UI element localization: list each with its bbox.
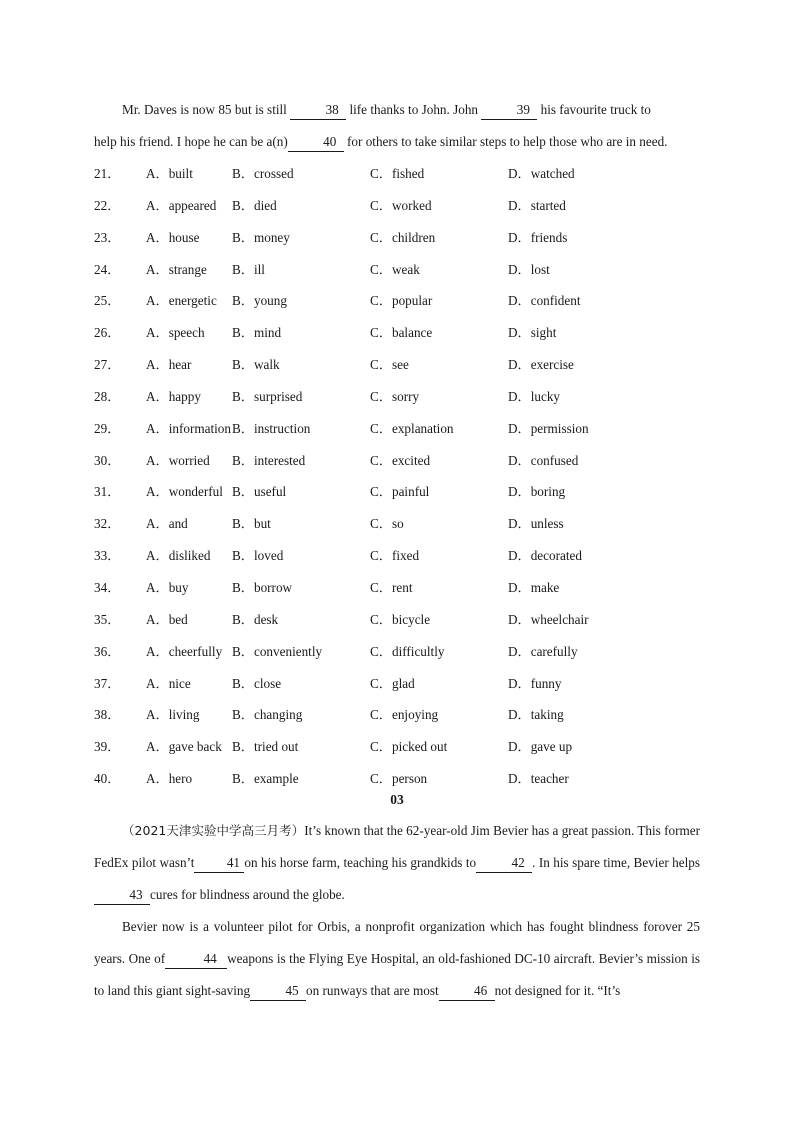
option-d: D．permission [508,420,589,436]
passage-top [94,94,700,158]
option-b: B．money [232,229,290,245]
p2-t3: on runways that are most [306,983,439,998]
option-d: D．friends [508,229,568,245]
option-d: D．decorated [508,548,582,564]
passage-top-line2-part2: for others to take similar steps to help those who are in need. [347,134,668,149]
question-row [94,254,714,286]
question-row [94,158,714,190]
option-b: B．loved [232,548,284,564]
question-row [94,636,714,668]
question-row [94,604,714,636]
source-note: （2021天津实验中学高三月考） [122,823,305,838]
option-a: A．cheerfully [146,643,223,659]
question-row [94,540,714,572]
option-b: B．but [232,516,271,532]
p2-t2: weapons is the Flying Eye Hospital, an old-fashioned DC-10 aircraft. Bevier’s mission is to land this giant sight-saving [94,951,701,998]
option-b: B．useful [232,484,287,500]
blank-38: 38 [290,101,346,120]
question-row [94,763,714,795]
question-number: 37． [94,675,121,691]
question-number: 27． [94,357,121,373]
blank-41: 41 [194,854,244,873]
passage-section3-p1 [94,815,700,911]
passage-section3-p2 [94,911,700,1007]
blank-46: 46 [439,982,495,1001]
option-b: B．desk [232,611,279,627]
question-number: 32． [94,516,121,532]
question-row [94,668,714,700]
option-a: A．bed [146,611,188,627]
option-d: D．taking [508,707,564,723]
question-number: 39． [94,739,121,755]
option-c: C．explanation [370,420,454,436]
question-row [94,285,714,317]
option-a: A．nice [146,675,191,691]
question-number: 29． [94,420,121,436]
option-b: B．crossed [232,166,294,181]
question-number: 38． [94,707,121,723]
question-number: 23． [94,229,121,245]
question-row [94,572,714,604]
option-a: A．worried [146,452,210,468]
question-number: 25． [94,293,121,309]
option-c: C．glad [370,675,415,691]
option-a: A．hero [146,771,193,787]
passage-top-line2-part1: help his friend. I hope he can be a(n) [94,134,288,149]
option-b: B．walk [232,357,280,373]
option-c: C．weak [370,261,420,277]
option-b: B．ill [232,261,265,277]
option-b: B．changing [232,707,303,723]
option-c: C．worked [370,197,432,213]
question-number: 36． [94,643,121,659]
option-d: D．confused [508,452,579,468]
question-number: 21． [94,166,121,181]
option-c: C．enjoying [370,707,439,723]
option-c: C．difficultly [370,643,445,659]
option-b: B．instruction [232,420,311,436]
question-row [94,349,714,381]
option-d: D．carefully [508,643,578,659]
option-c: C．balance [370,325,433,341]
option-d: D．unless [508,516,564,532]
question-row [94,476,714,508]
option-b: B．died [232,197,277,213]
option-b: B．tried out [232,739,299,755]
passage-top-line1-part2: life thanks to John. John [349,102,479,117]
options-list [94,158,714,795]
option-d: D．exercise [508,357,574,373]
question-number: 40． [94,771,121,787]
option-c: C．popular [370,293,433,309]
option-a: A．strange [146,261,207,277]
section-number: 03 [390,792,404,807]
option-c: C．person [370,771,428,787]
p2-t1: Bevier now is a volunteer pilot for Orbis, a nonprofit organization which has fought blindness forover 25 years. One of [94,919,700,966]
option-c: C．see [370,357,409,373]
option-d: D．confident [508,293,581,309]
option-b: B．mind [232,325,282,341]
option-d: D．teacher [508,771,569,787]
option-c: C．bicycle [370,611,431,627]
option-a: A．energetic [146,293,217,309]
blank-40: 40 [288,133,344,152]
p1-t1: It’s known that the 62-year-old Jim Bevier has a great passion. This former FedEx pilot wasn’t [94,823,701,870]
question-number: 28． [94,388,121,404]
question-row [94,413,714,445]
option-a: A．gave back [146,739,222,755]
option-a: A．information [146,420,231,436]
p1-t3: . In his spare time, Bevier helps [532,855,700,870]
question-number: 34． [94,579,121,595]
p1-t4: cures for blindness around the globe. [150,887,345,902]
option-c: C．fixed [370,548,420,564]
option-b: B．conveniently [232,643,323,659]
p2-t4: not designed for it. “It’s [494,983,621,998]
option-b: B．surprised [232,388,303,404]
option-d: D．sight [508,325,557,341]
blank-43: 43 [94,886,150,905]
option-a: A．happy [146,388,201,404]
question-number: 24． [94,261,121,277]
question-number: 35． [94,611,121,627]
option-a: A．living [146,707,200,723]
option-d: D．gave up [508,739,573,755]
option-a: A．wonderful [146,484,223,500]
option-b: B．interested [232,452,306,468]
option-d: D．lost [508,261,550,277]
option-c: C．rent [370,579,413,595]
option-d: D．watched [508,166,575,181]
question-row [94,445,714,477]
passage-top-line1-part1: Mr. Daves is now 85 but is still [122,102,287,117]
question-row [94,190,714,222]
option-d: D．make [508,579,560,595]
passage-top-line1-part3: his favourite truck to [540,102,651,117]
option-c: C．so [370,516,404,532]
option-c: C．picked out [370,739,448,755]
option-d: D．funny [508,675,562,691]
question-row [94,731,714,763]
blank-42: 42 [476,854,532,873]
option-b: B．example [232,771,299,787]
option-a: A．buy [146,579,189,595]
question-row [94,699,714,731]
option-c: C．fished [370,166,425,181]
blank-45: 45 [250,982,306,1001]
option-c: C．excited [370,452,431,468]
option-a: A．appeared [146,197,217,213]
option-c: C．painful [370,484,430,500]
option-c: C．sorry [370,388,420,404]
p1-t2: on his horse farm, teaching his grandkids to [244,855,477,870]
question-row [94,381,714,413]
question-row [94,222,714,254]
question-number: 31． [94,484,121,500]
option-a: A．and [146,516,188,532]
option-d: D．started [508,197,566,213]
option-b: B．borrow [232,579,293,595]
option-a: A．disliked [146,548,211,564]
option-a: A．house [146,229,200,245]
question-number: 33． [94,548,121,564]
option-a: A．speech [146,325,205,341]
option-c: C．children [370,229,436,245]
question-number: 22． [94,197,121,213]
option-d: D．boring [508,484,566,500]
option-d: D．wheelchair [508,611,589,627]
question-number: 30． [94,452,121,468]
option-d: D．lucky [508,388,561,404]
question-row [94,508,714,540]
option-b: B．young [232,293,287,309]
option-a: A．built [146,166,193,181]
question-number: 26． [94,325,121,341]
blank-44: 44 [165,950,227,969]
option-a: A．hear [146,357,192,373]
option-b: B．close [232,675,282,691]
blank-39: 39 [481,101,537,120]
question-row [94,317,714,349]
